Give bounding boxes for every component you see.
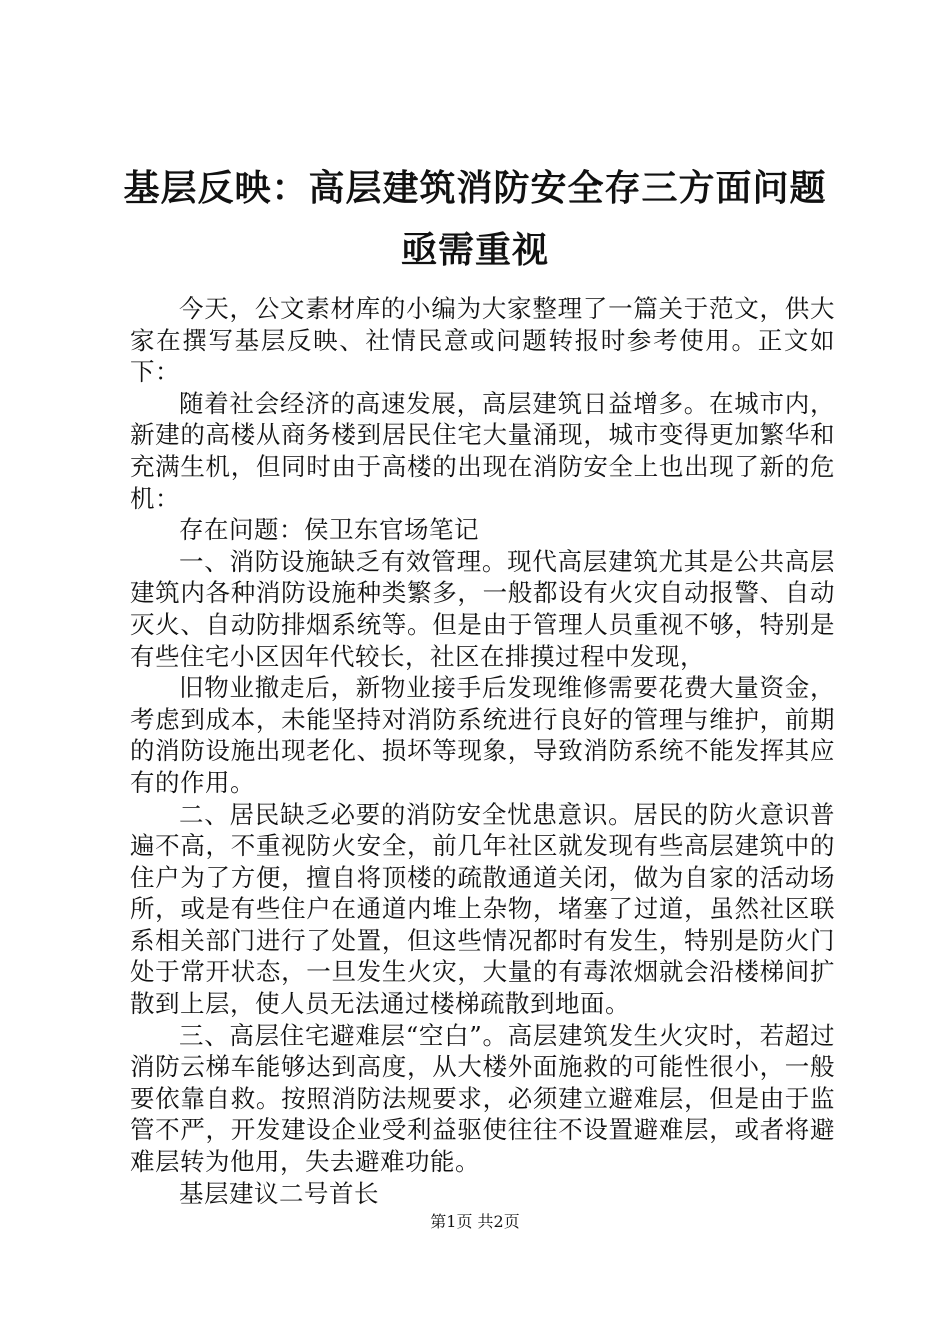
paragraph-problem-one: 一、消防设施缺乏有效管理。现代高层建筑尤其是公共高层建筑内各种消防设施种类繁多，一般都设有火灾自动报警、自动灭火、自动防排烟系统等。但是由于管理人员重视不够，特别是有些住宅小区因年代较长，社区在排摸过程中发现， (130, 546, 835, 671)
paragraph-problem-one-continued: 旧物业撤走后，新物业接手后发现维修需要花费大量资金，考虑到成本，未能坚持对消防系统进行良好的管理与维护，前期的消防设施出现老化、损坏等现象，导致消防系统不能发挥其应有的作用。 (130, 673, 835, 797)
paragraph-intro: 今天，公文素材库的小编为大家整理了一篇关于范文，供大家在撰写基层反映、社情民意或问题转报时参考使用。正文如下： (130, 294, 835, 387)
paragraph-problem-three: 三、高层住宅避难层“空白”。高层建筑发生火灾时，若超过消防云梯车能够达到高度，从大楼外面施救的可能性很小，一般要依靠自救。按照消防法规要求，必须建立避难层，但是由于监管不严，开发建设企业受利益驱使往往不设置避难层，或者将避难层转为他用，失去避难功能。 (130, 1020, 835, 1177)
document-body (130, 293, 835, 1209)
paragraph-suggestions-heading: 基层建议二号首长 (179, 1178, 379, 1208)
document-title: 基层反映：高层建筑消防安全存三方面问题亟需重视 (123, 168, 827, 271)
page-footer: 第1页 共2页 (430, 1212, 520, 1231)
paragraph-background: 随着社会经济的高速发展，高层建筑日益增多。在城市内，新建的高楼从商务楼到居民住宅大量涌现，城市变得更加繁华和充满生机，但同时由于高楼的出现在消防安全上也出现了新的危机： (130, 388, 835, 513)
paragraph-problem-two: 二、居民缺乏必要的消防安全忧患意识。居民的防火意识普遍不高，不重视防火安全，前几年社区就发现有些高层建筑中的住户为了方便，擅自将顶楼的疏散通道关闭，做为自家的活动场所，或是有些住户在通道内堆上杂物，堵塞了过道，虽然社区联系相关部门进行了处置，但这些情况都时有发生，特别是防火门处于常开状态，一旦发生火灾，大量的有毒浓烟就会沿楼梯间扩散到上层，使人员无法通过楼梯疏散到地面。 (130, 799, 835, 1019)
paragraph-problems-heading: 存在问题：侯卫东官场笔记 (179, 515, 479, 545)
